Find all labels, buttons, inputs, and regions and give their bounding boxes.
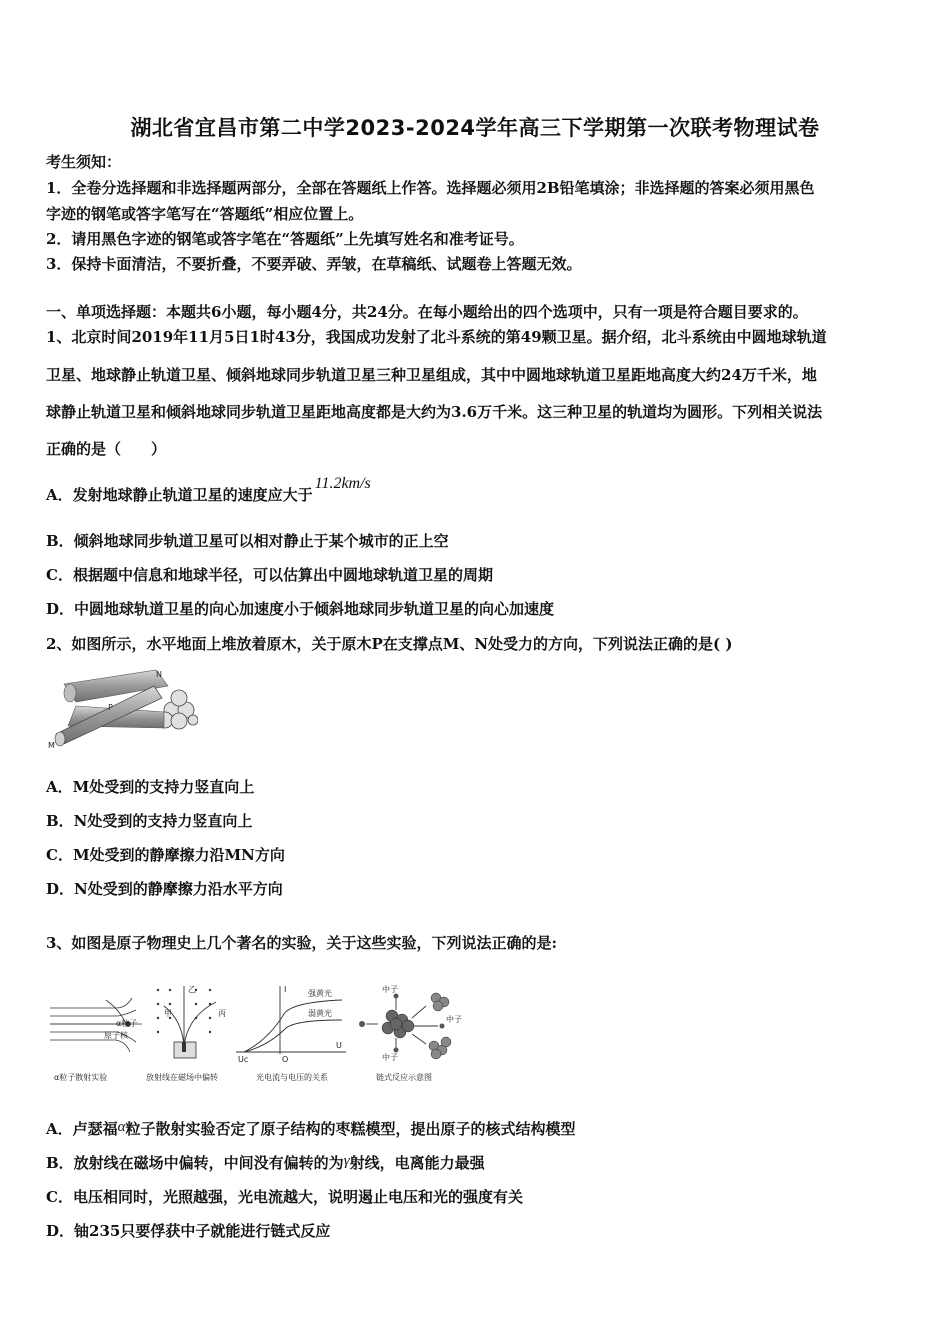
- label-m: M: [48, 741, 55, 750]
- q1-option-a-math: 11.2km/s: [314, 475, 371, 492]
- q3-option-b: [46, 1153, 908, 1174]
- u-axis-label: U: [336, 1041, 342, 1050]
- q1-stem-line-1: 1、北京时间2019年11月5日1时43分，我国成功发射了北斗系统的第49颗卫星。据介绍，北斗系统由中圆地球轨道: [46, 328, 827, 346]
- q1-option-b: B．倾斜地球同步轨道卫星可以相对静止于某个城市的正上空: [46, 532, 449, 550]
- label-bing: 丙: [218, 1009, 226, 1018]
- q2-option-b: B．N处受到的支持力竖直向上: [46, 812, 253, 830]
- neutron-label-top: 中子: [382, 985, 398, 994]
- label-n: N: [156, 670, 162, 679]
- notice-item-1: 1．全卷分选择题和非选择题两部分，全部在答题纸上作答。选择题必须用2B铅笔填涂；非选择题的答案必须用黑色: [46, 179, 815, 197]
- weak-light-label: 弱黄光: [308, 1009, 332, 1018]
- nucleus-label: 原子核: [104, 1031, 128, 1040]
- q1-stem-line-3: 球静止轨道卫星和倾斜地球同步轨道卫星距地高度都是大约为3.6万千米。这三种卫星的轨道均为圆形。下列相关说法: [46, 403, 823, 421]
- logs-figure: [46, 664, 198, 750]
- q1-option-a-text: A．发射地球静止轨道卫星的速度应大于: [46, 486, 313, 504]
- q2-option-d: D．N处受到的静摩擦力沿水平方向: [46, 880, 283, 898]
- q2-option-c: C．M处受到的静摩擦力沿MN方向: [46, 846, 285, 864]
- label-jia: 甲: [164, 1009, 172, 1018]
- neutron-label-bottom: 中子: [382, 1053, 398, 1062]
- strong-light-label: 强黄光: [308, 989, 332, 998]
- q3-stem: 3、如图是原子物理史上几个著名的实验，关于这些实验，下列说法正确的是:: [46, 934, 557, 952]
- magnetic-field-panel: [157, 986, 216, 1058]
- q1-option-d: D．中圆地球轨道卫星的向心加速度小于倾斜地球同步轨道卫星的向心加速度: [46, 600, 555, 618]
- q3-option-b-post: 射线，电离能力最强: [349, 1154, 485, 1172]
- q3-option-b-symbol: γ: [343, 1153, 350, 1169]
- q1-option-c: C．根据题中信息和地球半径，可以估算出中圆地球轨道卫星的周期: [46, 566, 493, 584]
- q3-option-c: C．电压相同时，光照越强，光电流越大，说明遏止电压和光的强度有关: [46, 1188, 523, 1206]
- q1-option-a: [46, 475, 908, 506]
- label-p: P: [108, 703, 113, 712]
- q3-option-a-symbol: α: [117, 1119, 126, 1135]
- q1-stem-line-4: 正确的是（ ）: [46, 440, 167, 458]
- notice-item-1-cont: 字迹的钢笔或答字笔写在“答题纸”相应位置上。: [46, 205, 364, 223]
- q3-option-d: D．铀235只要俘获中子就能进行链式反应: [46, 1222, 331, 1240]
- section-heading: 一、单项选择题：本题共6小题，每小题4分，共24分。在每小题给出的四个选项中，只有一项是符合题目要求的。: [46, 303, 808, 321]
- label-yi: 乙: [188, 985, 196, 994]
- q3-option-b-pre: B．放射线在磁场中偏转，中间没有偏转的为: [46, 1154, 344, 1172]
- caption-photocurrent: 光电流与电压的关系: [256, 1073, 328, 1082]
- q1-stem-line-2: 卫星、地球静止轨道卫星、倾斜地球同步轨道卫星三种卫星组成，其中中圆地球轨道卫星距地高度大约24万千米，地: [46, 366, 817, 384]
- notice-item-2: 2．请用黑色字迹的钢笔或答字笔在“答题纸”上先填写姓名和准考证号。: [46, 230, 524, 248]
- alpha-particle-label: α粒子: [116, 1019, 138, 1028]
- neutron-label-right: 中子: [446, 1015, 462, 1024]
- caption-chain-reaction: 链式反应示意图: [376, 1073, 432, 1082]
- q3-option-a: [46, 1119, 908, 1140]
- caption-alpha-scattering: α粒子散射实验: [54, 1073, 108, 1082]
- notice-heading: 考生须知：: [46, 153, 122, 171]
- uc-label: Uc: [238, 1055, 249, 1064]
- q2-stem: 2、如图所示，水平地面上堆放着原木，关于原木P在支撑点M、N处受力的方向，下列说法正确的是( ): [46, 635, 733, 653]
- q3-option-a-pre: A．卢瑟福: [46, 1120, 118, 1138]
- origin-label: O: [282, 1055, 289, 1064]
- q2-option-a: A．M处受到的支持力竖直向上: [46, 778, 255, 796]
- experiments-figure: [46, 980, 476, 1088]
- notice-item-3: 3．保持卡面清洁，不要折叠，不要弄破、弄皱，在草稿纸、试题卷上答题无效。: [46, 255, 582, 273]
- page-title: 湖北省宜昌市第二中学2023-2024学年高三下学期第一次联考物理试卷: [130, 116, 820, 140]
- q3-option-a-post: 粒子散射实验否定了原子结构的枣糕模型，提出原子的核式结构模型: [125, 1120, 576, 1138]
- caption-magnetic-field: 放射线在磁场中偏转: [146, 1073, 218, 1082]
- i-axis-label: I: [284, 985, 287, 994]
- chain-reaction-panel: [359, 993, 451, 1059]
